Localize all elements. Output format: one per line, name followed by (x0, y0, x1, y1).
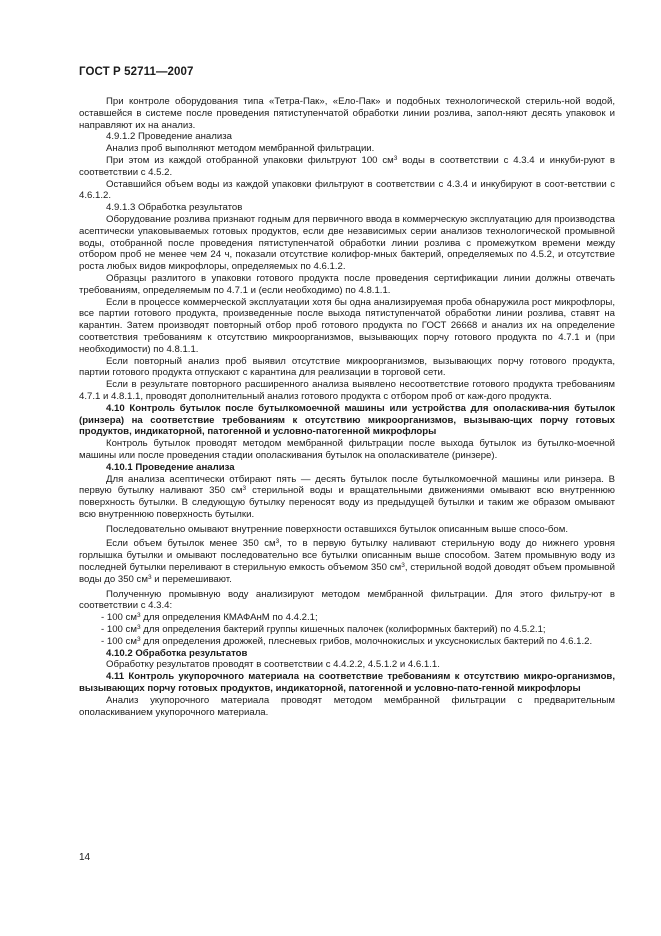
paragraph: Анализ проб выполняют методом мембранной фильтрации. (106, 143, 375, 155)
paragraph: Контроль бутылок проводят методом мембранной фильтрации после выхода бутылок из бутылко-моечной машины или после проведения стадии ополаскивания бутылок на ополаскивателе (ринзере). (79, 438, 615, 461)
paragraph: Обработку результатов проводят в соответствии с 4.4.2.2, 4.5.1.2 и 4.6.1.1. (106, 659, 440, 671)
section-heading: 4.10 Контроль бутылок после бутылкомоечной машины или устройства для ополаскива-ния бутылок (ринзера) на соответствие требованиям к отсутствию микроорганизмов, вызываю-щих порчу готовых продуктов, индикаторной, патогенной и условно-патогенной микрофлоры (79, 402, 615, 438)
paragraph: Если повторный анализ проб выявил отсутствие микроорганизмов, вызывающих порчу готового продукта, партии готового продукта отпускают с карантина для реализации в торговой сети. (79, 355, 615, 379)
paragraph: При этом из каждой отобранной упаковки фильтруют 100 $см^3$ воды в соответствии с 4.3.4 и инкуби-руют в соответствии с 4.5.2. (79, 154, 615, 178)
paragraph: - 100 $см^3$ для определения бактерий группы кишечных палочек (колиформных бактерий) по 4.5.2.1; (101, 624, 546, 636)
paragraph: Оборудование розлива признают годным для первичного ввода в коммерческую эксплуатацию для производства асептически упаковываемых готовых продуктов, если две независимых серии анализов технологической промывной воды, отобранной после проведения пятиступенчатой обработки линии розлива с промежутком времени между отбором проб не менее чем 24 ч, показали отсутствие колифор-мных бактерий, определяемых по 4.5.2, и отсутствие роста любых видов микрофлоры, определяемых по 4.6.1.2. (79, 213, 615, 273)
section-heading: 4.10.1 Проведение анализа (106, 461, 235, 473)
document-code-header: ГОСТ Р 52711—2007 (79, 66, 194, 78)
paragraph: - 100 $см^3$ для определения дрожжей, плесневых грибов, молочнокислых и уксуснокислых бактерий по 4.6.1.2. (101, 635, 593, 647)
paragraph: 4.9.1.3 Обработка результатов (106, 202, 243, 214)
paragraph: При контроле оборудования типа «Тетра-Пак», «Ело-Пак» и подобных технологической стериль-ной водой, оставшейся в системе после проведения пятиступенчатой обработки линии розлива, запол-няют десять упаковок и направляют их на анализ. (79, 96, 615, 131)
paragraph: Если объем бутылок менее 350 $см^3$, то в первую бутылку наливают стерильную воду до нижнего уровня горлышка бутылки и омывают последовательно все бутылки описанным выше способом. Затем промывную воду из последней бутылки переливают в стерильную емкость объемом 350 $см^3$, стерильной водой доводят объем промывной воды до 350 $см^3$ и перемешивают. (79, 538, 615, 585)
paragraph: Полученную промывную воду анализируют методом мембранной фильтрации. Для этого фильтру-ют в соответствии с 4.3.4: (79, 588, 615, 612)
paragraph: Если в процессе коммерческой эксплуатации хотя бы одна анализируемая проба обнаружила рост микрофлоры, все партии готового продукта, произведенные после выхода пятиступенчатой обработки линии розлива, ставят на карантин. Затем производят повторный отбор проб готового продукта по ГОСТ 26668 и анализ их на определение соответствия требованиям к отсутствию микроорганизмов, вызывающих порчу готового продукта по 4.7.1 и (при необходимости) по 4.8.1.1. (79, 296, 615, 355)
paragraph: Для анализа асептически отбирают пять — десять бутылок после бутылкомоечной машины или ринзера. В первую бутылку наливают 350 $см^3$ стерильной воды и вращательными движениями омывают всю внутреннюю поверхность бутылки. В следующую бутылку переносят воду из предыдущей бутылки и таким же образом омывают всю внутреннюю поверхность бутылки. (79, 473, 616, 520)
section-heading: 4.10.2 Обработка результатов (106, 647, 248, 659)
section-heading: 4.11 Контроль укупорочного материала на соответствие требованиям к отсутствию микро-организмов, вызывающих порчу готовых продуктов, индикаторной, патогенной и условно-пато-генной микрофлоры (79, 671, 615, 695)
paragraph: Если в результате повторного расширенного анализа выявлено несоответствие готового продукта требованиям 4.7.1 и 4.8.1.1, проводят дополнительный анализ готового продукта с отбором проб от каж-дого продукта. (79, 379, 615, 402)
page-number: 14 (79, 852, 91, 863)
paragraph: Образцы разлитого в упаковки готового продукта после проведения сертификации линии должны отвечать требованиям, определяемым по 4.7.1 и (если необходимо) по 4.8.1.1. (79, 272, 615, 296)
paragraph: Анализ укупорочного материала проводят методом мембранной фильтрации с предварительным ополаскиванием укупорочного материала. (79, 694, 615, 718)
paragraph: 4.9.1.2 Проведение анализа (106, 131, 232, 143)
paragraph: - 100 $см^3$ для определения КМАФАнМ по 4.4.2.1; (101, 612, 318, 624)
paragraph: Оставшийся объем воды из каждой упаковки фильтруют в соответствии с 4.3.4 и инкубируют в соот-ветствии с 4.6.1.2. (79, 178, 615, 202)
document-body (79, 96, 615, 718)
paragraph: Последовательно омывают внутренние поверхности оставшихся бутылок описанным выше спосо-бом. (106, 523, 568, 535)
